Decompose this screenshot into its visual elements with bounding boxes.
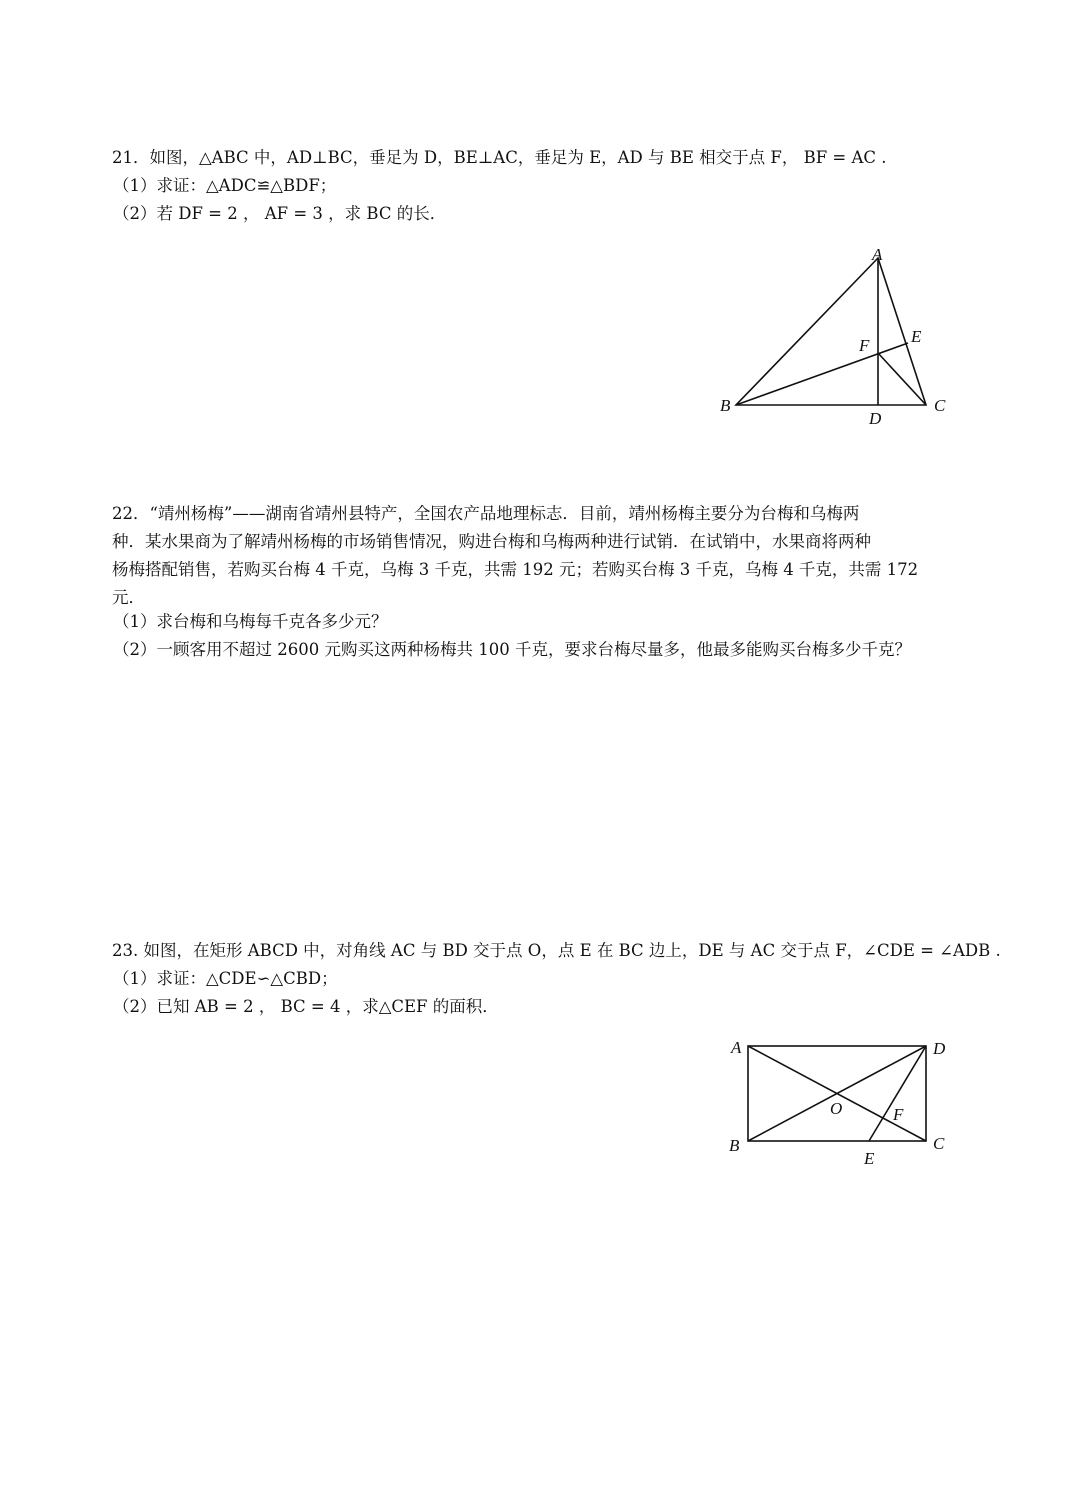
segment-fc (878, 353, 926, 405)
q21-part2: （2）若 DF = 2 ， AF = 3 ，求 BC 的长． (113, 204, 447, 223)
label-e: E (911, 327, 922, 346)
q22-part1: （1）求台梅和乌梅每千克各多少元？ (113, 612, 388, 631)
label-d: D (869, 409, 882, 428)
label-c: C (933, 1134, 945, 1153)
label-c: C (934, 396, 946, 415)
label-a: A (872, 245, 883, 264)
q21-stem: 21．如图，△ABC 中，AD⊥BC，垂足为 D，BE⊥AC，垂足为 E，AD 与 BE 相交于点 F， BF = AC . (112, 148, 887, 167)
q22-line4: 元． (112, 588, 145, 607)
triangle-abc (736, 258, 926, 405)
q22-line3: 杨梅搭配销售，若购买台梅 4 千克，乌梅 3 千克，共需 192 元；若购买台梅 3 千克，乌梅 4 千克，共需 172 (112, 560, 919, 579)
label-e: E (864, 1149, 875, 1168)
label-b: B (720, 396, 731, 415)
label-o: O (830, 1099, 843, 1118)
label-a: A (731, 1038, 742, 1057)
q22-part2: （2）一顾客用不超过 2600 元购买这两种杨梅共 100 千克，要求台梅尽量多，他最多能购买台梅多少千克？ (113, 640, 911, 659)
q23-part1: （1）求证：△CDE∽△CBD； (113, 969, 338, 988)
segment-de (869, 1046, 926, 1141)
label-f: F (859, 336, 870, 355)
q23-part2: （2）已知 AB = 2 ， BC = 4 ，求△CEF 的面积． (113, 997, 499, 1016)
q21-part1: （1）求证：△ADC≌△BDF； (113, 176, 337, 195)
q22-line2: 种．某水果商为了解靖州杨梅的市场销售情况，购进台梅和乌梅两种进行试销．在试销中，水果商将两种 (112, 532, 871, 551)
q22-line1: 22．“靖州杨梅”——湖南省靖州县特产，全国农产品地理标志．目前，靖州杨梅主要分为台梅和乌梅两 (112, 504, 860, 523)
q23-stem: 23. 如图，在矩形 ABCD 中，对角线 AC 与 BD 交于点 O，点 E 在 BC 边上，DE 与 AC 交于点 F，∠CDE = ∠ADB . (112, 941, 1001, 960)
label-f: F (893, 1105, 904, 1124)
q23-figure (720, 1030, 970, 1170)
label-d: D (933, 1039, 946, 1058)
q21-figure (700, 240, 970, 440)
label-b: B (729, 1136, 740, 1155)
segment-be (736, 343, 908, 405)
